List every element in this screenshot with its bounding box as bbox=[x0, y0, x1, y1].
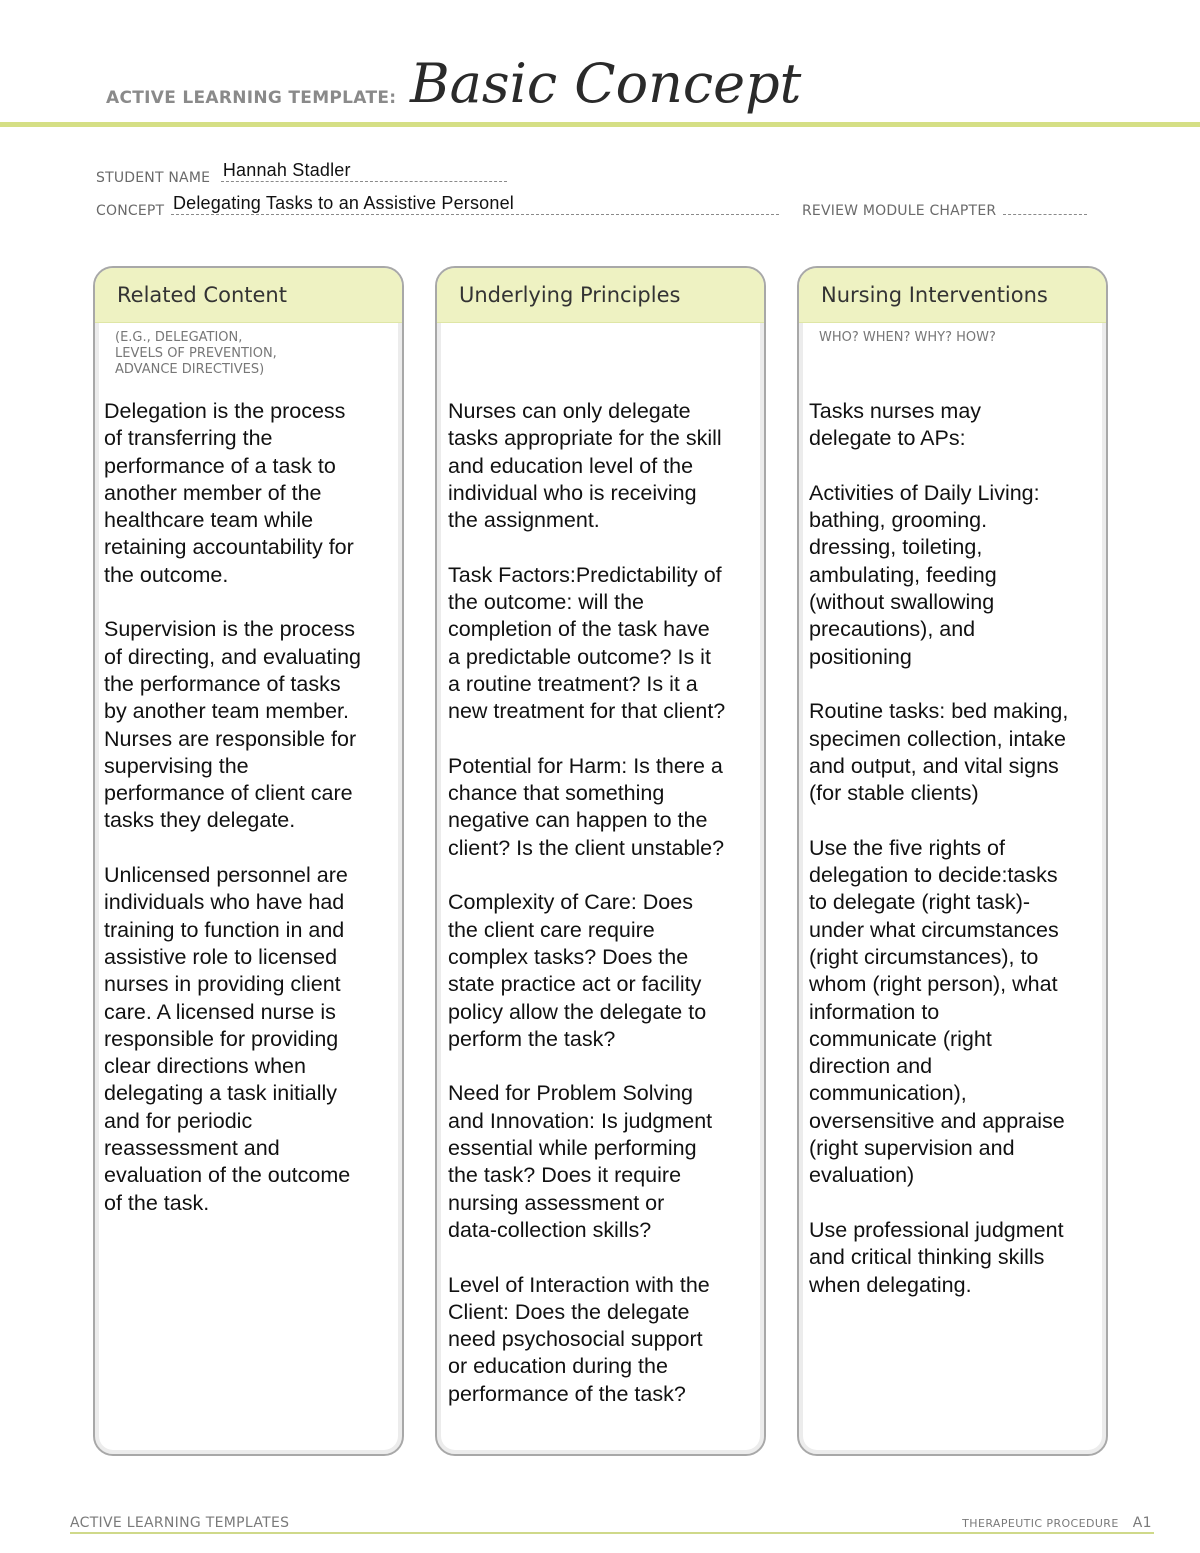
paragraph: Complexity of Care: Does the client care require complex tasks? Does the state practice act or facility policy allow the delegate to perform the task? bbox=[448, 890, 707, 1051]
concept-label: CONCEPT bbox=[96, 203, 165, 219]
card-body[interactable] bbox=[448, 398, 725, 1408]
paragraph: Use the five rights of delegation to decide:tasks to delegate (right task)- under what circumstances (right circumstances), to whom (right person), what information to communicate (right direction and communication), oversensitive and appraise (right supervision and evaluation) bbox=[809, 835, 1065, 1188]
paragraph: Delegation is the process of transferring the performance of a task to another member of the healthcare team while retaining accountability for the outcome. bbox=[104, 399, 354, 587]
concept-value: Delegating Tasks to an Assistive Personel bbox=[172, 193, 515, 213]
paragraph: Need for Problem Solving and Innovation: Is judgment essential while performing the task? Does it require nursing assessment or data-collection skills? bbox=[448, 1081, 713, 1242]
page-title: Basic Concept bbox=[410, 52, 802, 115]
footer-right bbox=[962, 1515, 1152, 1531]
template-label: ACTIVE LEARNING TEMPLATE: bbox=[106, 88, 397, 108]
card-header bbox=[799, 268, 1106, 323]
student-name-row bbox=[96, 160, 507, 186]
card-title: Related Content bbox=[117, 283, 287, 307]
paragraph: Tasks nurses may delegate to APs: bbox=[809, 399, 982, 451]
related-content-card bbox=[93, 266, 404, 1456]
paragraph: Supervision is the process of directing, and evaluating the performance of tasks by another team member. Nurses are responsible for supervising the performance of client care tasks they delegate. bbox=[104, 617, 361, 833]
card-subtitle: (E.G., DELEGATION, LEVELS OF PREVENTION, ADVANCE DIRECTIVES) bbox=[115, 330, 277, 377]
review-module-row bbox=[802, 198, 1087, 219]
paragraph: Potential for Harm: Is there a chance that something negative can happen to the client? Is the client unstable? bbox=[448, 753, 725, 860]
paragraph: Unlicensed personnel are individuals who have had training to function in and assistive role to licensed nurses in providing client care. A licensed nurse is responsible for providing clear directions when delegating a task initially and for periodic reassessment and evaluation of the outcome of the task. bbox=[104, 863, 351, 1215]
concept-row bbox=[96, 193, 779, 219]
card-title: Nursing Interventions bbox=[821, 283, 1048, 307]
concept-field[interactable] bbox=[171, 193, 779, 215]
card-body[interactable] bbox=[104, 398, 361, 1217]
paragraph: Use professional judgment and critical thinking skills when delegating. bbox=[809, 1217, 1064, 1297]
paragraph: Task Factors:Predictability of the outcome: will the completion of the task have a predictable outcome? Is it a routine treatment? Is it a new treatment for that client? bbox=[448, 562, 726, 724]
paragraph: Routine tasks: bed making, specimen collection, intake and output, and vital signs (for stable clients) bbox=[809, 699, 1069, 806]
student-name-value: Hannah Stadler bbox=[222, 160, 351, 180]
student-name-label: STUDENT NAME bbox=[96, 170, 211, 186]
paragraph: Level of Interaction with the Client: Does the delegate need psychosocial support or education during the performance of the task? bbox=[448, 1272, 710, 1406]
card-header bbox=[95, 268, 402, 323]
card-subtitle: WHO? WHEN? WHY? HOW? bbox=[819, 330, 996, 345]
footer-rule bbox=[70, 1532, 1154, 1534]
review-module-field[interactable] bbox=[1003, 198, 1087, 215]
footer-left-label: ACTIVE LEARNING TEMPLATES bbox=[70, 1515, 290, 1531]
paragraph: Nurses can only delegate tasks appropriate for the skill and education level of the individual who is receiving the assignment. bbox=[448, 399, 722, 533]
card-title: Underlying Principles bbox=[459, 283, 681, 307]
student-name-field[interactable] bbox=[221, 160, 507, 182]
card-header bbox=[437, 268, 764, 323]
paragraph: Activities of Daily Living: bathing, grooming. dressing, toileting, ambulating, feeding (without swallowing precautions), and positioning bbox=[809, 480, 1040, 669]
card-body[interactable] bbox=[809, 398, 1068, 1299]
review-module-label: REVIEW MODULE CHAPTER bbox=[802, 203, 997, 219]
underlying-principles-card bbox=[435, 266, 766, 1456]
nursing-interventions-card bbox=[797, 266, 1108, 1456]
header-rule bbox=[0, 122, 1200, 127]
footer-page-code: A1 bbox=[1132, 1515, 1152, 1531]
footer-section-label: THERAPEUTIC PROCEDURE bbox=[962, 1517, 1119, 1530]
